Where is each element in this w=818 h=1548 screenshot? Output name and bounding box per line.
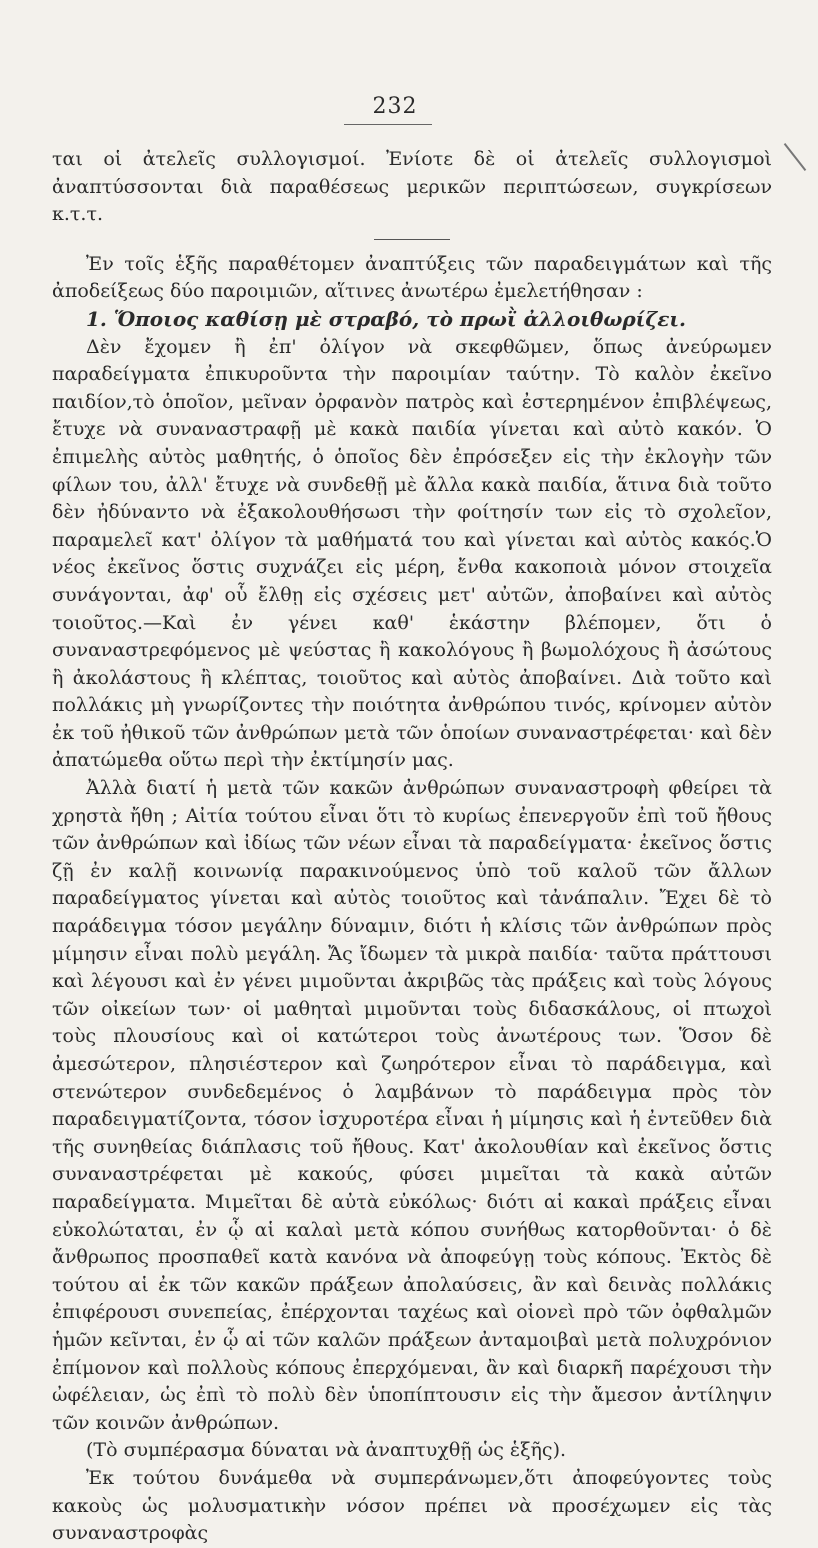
proverb-heading: 1. Ὅποιος καθίσῃ μὲ στραβό, τὸ πρωῒ ἀλλοιθωρίζει.: [86, 306, 686, 331]
page-number: 232: [372, 94, 418, 119]
paragraph-proof: Ἀλλὰ διατί ἡ μετὰ τῶν κακῶν ἀνθρώπων συναναστροφὴ φθείρει τὰ χρηστὰ ἤθη ; Αἰτία τούτου εἶναι ὅτι τὸ κυρίως ἐπενεργοῦν ἐπὶ τοῦ ἤθους τῶν ἀνθρώπων καὶ ἰδίως τῶν νέων εἶναι τὰ παραδείγματα· ἐκεῖνος ὅστις ζῇ ἐν καλῇ κοινωνίᾳ παρακινούμενος ὑπὸ τοῦ καλοῦ τῶν ἄλλων παραδείγματος γίνεται καὶ αὐτὸς τοιοῦτος καὶ τἀνάπαλιν. Ἔχει δὲ τὸ παράδειγμα τόσον μεγάλην δύναμιν, διότι ἡ κλίσις τῶν ἀνθρώπων πρὸς μίμησιν εἶναι πολὺ μεγάλη. Ἄς ἴδωμεν τὰ μικρὰ παιδία· ταῦτα πράττουσι καὶ λέγουσι καὶ ἐν γένει μιμοῦνται ἀκριβῶς τὰς πράξεις καὶ τοὺς λόγους τῶν οἰκείων των· οἱ μαθηταὶ μιμοῦνται τοὺς διδασκάλους, οἱ πτωχοὶ τοὺς πλουσίους καὶ οἱ κατώτεροι τοὺς ἀνωτέρους των. Ὅσον δὲ ἀμεσώτερον, πλησιέστερον καὶ ζωηρότερον εἶναι τὸ παράδειγμα, καὶ στενώτερον συνδεδεμένος ὁ λαμβάνων τὸ παράδειγμα πρὸς τὸν παραδειγματίζοντα, τόσον ἰσχυροτέρα εἶναι ἡ μίμησις καὶ ἡ ἐντεῦθεν διὰ τῆς συνηθείας διάπλασις τοῦ ἤθους. Κατ' ἀκολουθίαν καὶ ἐκεῖνος ὅστις συναναστρέφεται μὲ κακούς, φύσει μιμεῖται τὰ κακὰ αὐτῶν παραδείγματα. Μιμεῖται δὲ αὐτὰ εὐκόλως· διότι αἱ κακαὶ πράξεις εἶναι εὐκολώταται, ἐν ᾧ αἱ καλαὶ μετὰ κόπου συνήθως κατορθοῦνται· ὁ δὲ ἄνθρωπος προσπαθεῖ κατὰ κανόνα νὰ ἀποφεύγῃ τοὺς κόπους. Ἐκτὸς δὲ τούτου αἱ ἐκ τῶν κακῶν πράξεων ἀπολαύσεις, ἂν καὶ δεινὰς πολλάκις ἐπιφέρουσι συνεπείας, ἐπέρχονται ταχέως καὶ οἱονεὶ πρὸ τῶν ὀφθαλμῶν ἡμῶν κεῖνται, ἐν ᾧ αἱ τῶν καλῶν πράξεων ἀνταμοιβαὶ μετὰ πολυχρόνιον ἐπίμονον καὶ πολλοὺς κόπους ἐπερχόμεναι, ἂν καὶ διαρκῆ παρέχουσι τὴν ὠφέλειαν, ὡς ἐπὶ τὸ πολὺ δὲν ὑποπίπτουσιν εἰς τὴν ἄμεσον ἀντίληψιν τῶν κοινῶν ἀνθρώπων.: [52, 777, 772, 1434]
paragraph-conclusion-note: (Τὸ συμπέρασμα δύναται νὰ ἀναπτυχθῇ ὡς ἑξῆς).: [86, 1439, 567, 1462]
paragraph-examples: Δὲν ἔχομεν ἢ ἐπ' ὀλίγον νὰ σκεφθῶμεν, ὅπως ἀνεύρωμεν παραδείγματα ἐπικυροῦντα τὴν παροιμίαν ταύτην. Τὸ καλὸν ἐκεῖνο παιδίον,τὸ ὁποῖον, μεῖναν ὀρφανὸν πατρὸς καὶ ἐστερημένον ἐπιβλέψεως, ἔτυχε νὰ συναναστραφῇ μὲ κακὰ παιδία γίνεται καὶ αὐτὸ κακόν. Ὁ ἐπιμελὴς αὐτὸς μαθητής, ὁ ὁποῖος δὲν ἐπρόσεξεν εἰς τὴν ἐκλογὴν τῶν φίλων του, ἀλλ' ἔτυχε νὰ συνδεθῇ μὲ ἄλλα κακὰ παιδία, ἅτινα διὰ τοῦτο δὲν ἠδύναντο νὰ ἐξακολουθήσωσι τὴν φοίτησίν των εἰς τὸ σχολεῖον, παραμελεῖ κατ' ὀλίγον τὰ μαθήματά του καὶ γίνεται καὶ αὐτὸς κακός.Ὁ νέος ἐκεῖνος ὅστις συχνάζει εἰς μέρη, ἔνθα κακοποιὰ μόνον στοιχεῖα συνάγονται, ἀφ' οὗ ἔλθῃ εἰς σχέσεις μετ' αὐτῶν, ἀποβαίνει καὶ αὐτὸς τοιοῦτος.—Καὶ ἐν γένει καθ' ἑκάστην βλέπομεν, ὅτι ὁ συναναστρεφόμενος μὲ ψεύστας ἢ κακολόγους ἢ βωμολόχους ἢ ἀσώτους ἢ ἀκολάστους ἢ κλέπτας, τοιοῦτος καὶ αὐτὸς ἀποβαίνει. Διὰ τοῦτο καὶ πολλάκις μὴ γνωρίζοντες τὴν ποιότητα ἀνθρώπου τινός, κρίνομεν αὐτὸν ἐκ τοῦ ἠθικοῦ τῶν ἀνθρώπων μετὰ τῶν ὁποίων συναναστρέφεται· καὶ δὲν ἀπατώμεθα οὕτω περὶ τὴν ἐκτίμησίν μας.: [52, 335, 772, 772]
section-divider: [374, 239, 450, 240]
paragraph-intro: Ἐν τοῖς ἑξῆς παραθέτομεν ἀναπτύξεις τῶν παραδειγμάτων καὶ τῆς ἀποδείξεως δύο παροιμιῶν, αἵτινες ἀνωτέρω ἐμελετήθησαν :: [52, 252, 772, 303]
page-number-rule: [344, 124, 432, 125]
paragraph-continuation: ται οἱ ἀτελεῖς συλλογισμοί. Ἐνίοτε δὲ οἱ ἀτελεῖς συλλογισμοὶ ἀναπτύσσονται διὰ παραθέσεως μερικῶν περιπτώσεων, συγκρίσεων κ.τ.τ.: [52, 148, 772, 226]
paragraph-conclusion: Ἐκ τούτου δυνάμεθα νὰ συμπεράνωμεν,ὅτι ἀποφεύγοντες τοὺς κακοὺς ὡς μολυσματικὴν νόσον πρέπει νὰ προσέχωμεν εἰς τὰς συναναστροφὰς: [52, 1466, 772, 1545]
corner-mark: [784, 143, 807, 171]
body-text: [52, 146, 772, 1548]
